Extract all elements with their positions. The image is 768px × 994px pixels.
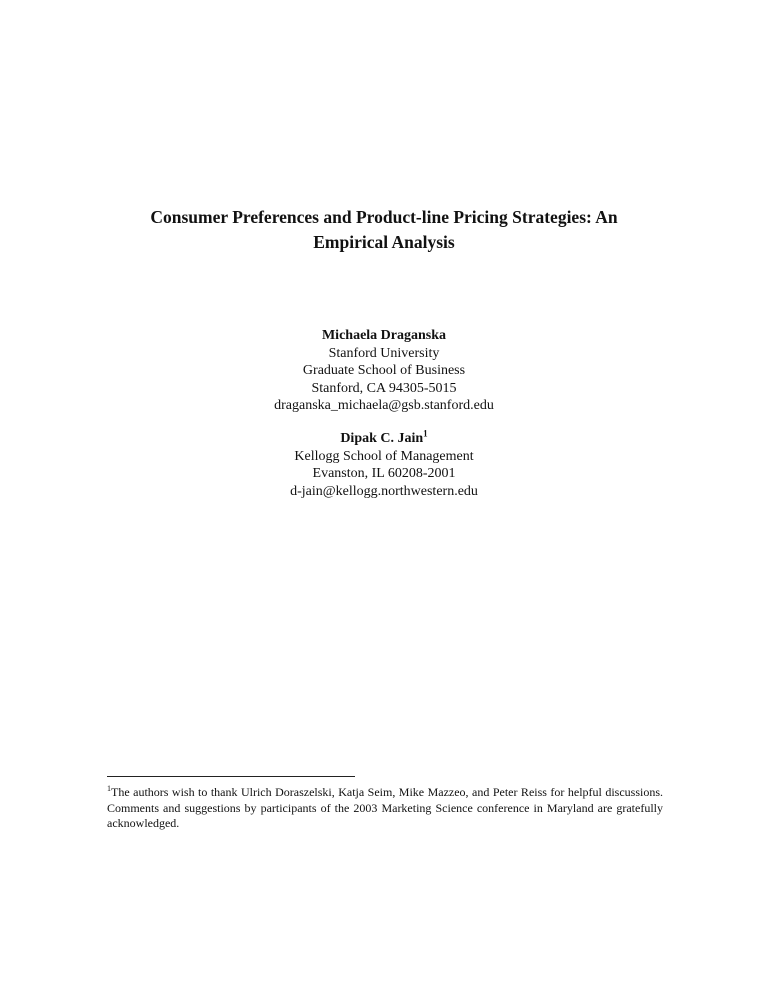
author-name-line [96,430,672,448]
author-address: Evanston, IL 60208-2001 [312,466,456,481]
author-department: Graduate School of Business [302,363,466,378]
author-block-2 [96,430,672,500]
footnote-number: 1 [107,784,111,793]
author-affiliation: Stanford University [328,345,440,361]
author-email[interactable]: d-jain@kellogg.northwestern.edu [290,483,478,499]
author-email[interactable]: draganska_michaela@gsb.stanford.edu [274,398,494,413]
author-block-1 [96,327,672,415]
paper-title-line-1: Consumer Preferences and Product-line Pricing Strategies: An [150,207,618,227]
author-address: Stanford, CA 94305-5015 [311,380,457,396]
footnote-divider [107,776,355,777]
author-name: Michaela Draganska [321,328,447,343]
footnote [107,785,663,832]
author-affiliation: Kellogg School of Management [294,448,474,464]
footnote-text: The authors wish to thank Ulrich Doraszelski, Katja Seim, Mike Mazzeo, and Peter Reiss for helpful discussions. Comments and suggestions by participants of the 2003 Marketing Science conference in Maryland are gratefully acknowledged. [107,785,663,830]
paper-title [96,205,672,255]
author-name: Dipak C. Jain [340,431,424,446]
paper-title-line-2: Empirical Analysis [313,232,455,252]
footnote-marker[interactable]: 1 [423,428,428,439]
